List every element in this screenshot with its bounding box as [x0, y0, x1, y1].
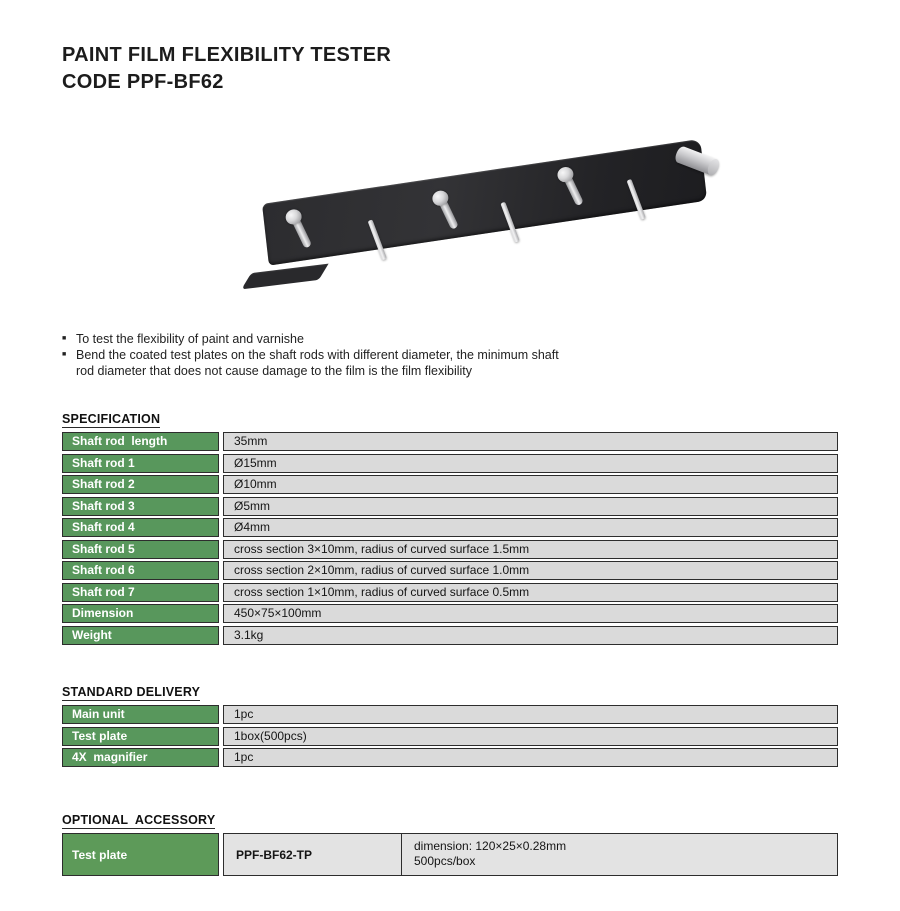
row-label: Shaft rod 4: [62, 518, 219, 537]
table-row: [62, 432, 838, 451]
row-label: Shaft rod 2: [62, 475, 219, 494]
table-row: [62, 604, 838, 623]
row-value: Ø5mm: [223, 497, 838, 516]
row-label: Shaft rod 1: [62, 454, 219, 473]
row-value: cross section 1×10mm, radius of curved surface 0.5mm: [223, 583, 838, 602]
table-row: [62, 497, 838, 516]
table-row: [62, 454, 838, 473]
row-value: 1pc: [223, 705, 838, 724]
table-row: [62, 705, 838, 724]
shaft-rod-3-pin: [432, 189, 457, 251]
page-title-line1: PAINT FILM FLEXIBILITY TESTER: [62, 44, 392, 66]
shaft-rod-1-pin: [285, 208, 310, 270]
accessory-description: [401, 833, 838, 876]
accessory-quantity: 500pcs/box: [414, 854, 476, 868]
row-value: cross section 3×10mm, radius of curved surface 1.5mm: [223, 540, 838, 559]
optional-accessory-section: [62, 811, 838, 876]
specification-table: [62, 432, 838, 645]
tester-base-foot: [241, 264, 328, 290]
tester-bar: [262, 139, 707, 266]
row-label: Shaft rod length: [62, 432, 219, 451]
table-row: [62, 518, 838, 537]
standard-delivery-section: [62, 683, 838, 770]
row-label: 4X magnifier: [62, 748, 219, 767]
specification-heading: SPECIFICATION: [62, 412, 161, 426]
shaft-rod-7-pin: [673, 145, 720, 177]
row-value: 1pc: [223, 748, 838, 767]
feature-list: [62, 331, 577, 379]
table-row: [62, 748, 838, 767]
table-row: [62, 540, 838, 559]
optional-accessory-heading: OPTIONAL ACCESSORY: [62, 813, 216, 827]
row-label: Main unit: [62, 705, 219, 724]
row-value: cross section 2×10mm, radius of curved surface 1.0mm: [223, 561, 838, 580]
table-row: [62, 833, 838, 876]
accessory-code: PPF-BF62-TP: [223, 833, 401, 876]
row-value: Ø15mm: [223, 454, 838, 473]
row-label: Dimension: [62, 604, 219, 623]
row-label: Shaft rod 7: [62, 583, 219, 602]
row-label: Test plate: [62, 833, 219, 876]
page-title-line2: CODE PPF-BF62: [62, 71, 224, 93]
table-row: [62, 583, 838, 602]
shaft-rod-2-pin: [368, 219, 387, 260]
row-label: Test plate: [62, 727, 219, 746]
row-value: 450×75×100mm: [223, 604, 838, 623]
feature-item: [62, 331, 577, 347]
product-photo: [250, 128, 730, 303]
row-value: 3.1kg: [223, 626, 838, 645]
table-row: [62, 475, 838, 494]
row-label: Weight: [62, 626, 219, 645]
shaft-rod-4-pin: [500, 202, 519, 243]
table-row: [62, 561, 838, 580]
table-row: [62, 727, 838, 746]
page-title: [62, 42, 391, 96]
feature-text: To test the flexibility of paint and varnishe: [76, 332, 304, 346]
standard-delivery-table: [62, 705, 838, 767]
accessory-dimension: dimension: 120×25×0.28mm: [414, 839, 567, 853]
feature-item: [62, 347, 577, 379]
shaft-rod-5-pin: [557, 166, 582, 228]
row-value: 35mm: [223, 432, 838, 451]
row-label: Shaft rod 3: [62, 497, 219, 516]
shaft-rod-6-pin: [627, 179, 646, 220]
row-value: 1box(500pcs): [223, 727, 838, 746]
specification-section: [62, 410, 838, 647]
row-label: Shaft rod 6: [62, 561, 219, 580]
row-label: Shaft rod 5: [62, 540, 219, 559]
feature-text: Bend the coated test plates on the shaft rods with different diameter, the minimum shaft rod diameter that does not cause damage to the film is the film flexibility: [76, 348, 559, 378]
row-value: Ø10mm: [223, 475, 838, 494]
row-value: Ø4mm: [223, 518, 838, 537]
standard-delivery-heading: STANDARD DELIVERY: [62, 685, 201, 699]
table-row: [62, 626, 838, 645]
